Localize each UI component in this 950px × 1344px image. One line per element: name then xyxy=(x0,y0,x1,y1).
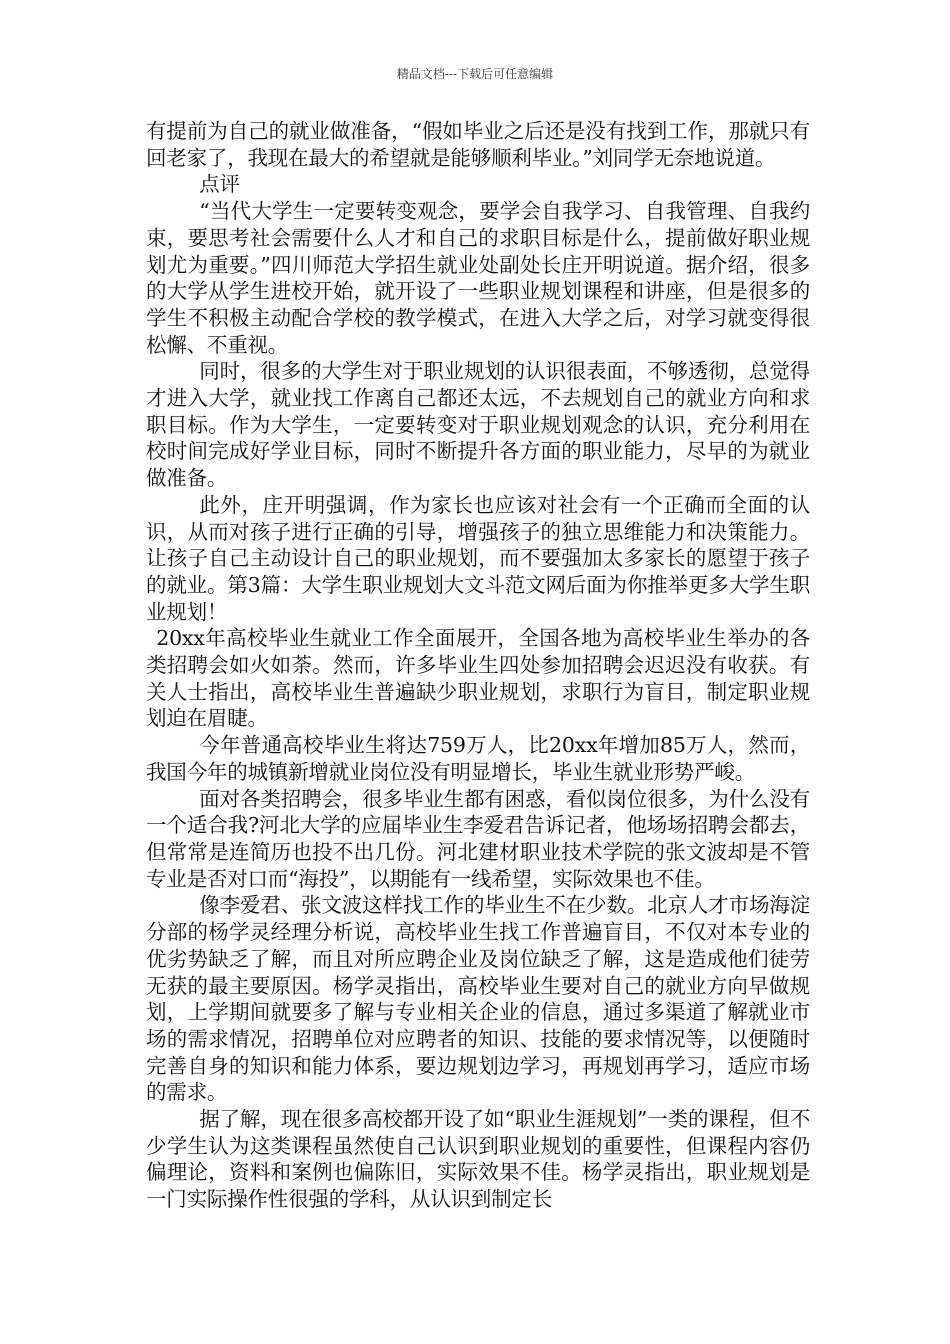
paragraph-courses: 据了解，现在很多高校都开设了如“职业生涯规划”一类的课程，但不少学生认为这类课程虽然使自己认识到职业规划的重要性，但课程内容仍偏理论，资料和案例也偏陈旧，实际效果不佳。杨学灵指出，职业规划是一门实际操作性很强的学科，从认识到制定长 xyxy=(146,1107,810,1212)
paragraph-continuation: 有提前为自己的就业做准备，“假如毕业之后还是没有找到工作，那就只有回老家了，我现在最大的希望就是能够顺利毕业。”刘同学无奈地说道。 xyxy=(146,119,810,170)
paragraph-graduate-employment: 20xx年高校毕业生就业工作全面展开，全国各地为高校毕业生举办的各类招聘会如火如荼。然而，许多毕业生四处参加招聘会迟迟没有收获。有关人士指出，高校毕业生普遍缺少职业规划，求职行为盲目，制定职业规划迫在眉睫。 xyxy=(146,626,810,731)
paragraph-career-awareness: 同时，很多的大学生对于职业规划的认识很表面，不够透彻，总觉得才进入大学，就业找工作离自己都还太远，不去规划自己的就业方向和求职目标。作为大学生，一定要转变对于职业规划观念的认识，充分利用在校时间完成好学业目标，同时不断提升各方面的职业能力，尽早的为就业做准备。 xyxy=(146,359,810,491)
paragraph-expert-analysis: 像李爱君、张文波这样找工作的毕业生不在少数。北京人才市场海淀分部的杨学灵经理分析说，高校毕业生找工作普遍盲目，不仅对本专业的优劣势缺乏了解，而且对所应聘企业及岗位缺乏了解，这是造成他们徒劳无获的最主要原因。杨学灵指出，高校毕业生要对自己的就业方向早做规划，上学期间就要多了解与专业相关企业的信息，通过多渠道了解就业市场的需求情况，招聘单位对应聘者的知识、技能的要求情况等，以便随时完善自身的知识和能力体系，要边规划边学习，再规划再学习，适应市场的需求。 xyxy=(146,893,810,1105)
paragraph-parents-role: 此外，庄开明强调，作为家长也应该对社会有一个正确而全面的认识，从而对孩子进行正确的引导，增强孩子的独立思维能力和决策能力。让孩子自己主动设计自己的职业规划，而不要强加太多家长的愿望于孩子的就业。第3篇：大学生职业规划大文斗范文网后面为你推举更多大学生职业规划！ xyxy=(146,492,810,624)
paragraph-quote-zhuang: “当代大学生一定要转变观念，要学会自我学习、自我管理、自我约束，要思考社会需要什么人才和自己的求职目标是什么，提前做好职业规划尤为重要。”四川师范大学招生就业处副处长庄开明说道。据介绍，很多的大学从学生进校开始，就开设了一些职业规划课程和讲座，但是很多的学生不积极主动配合学校的教学模式，在进入大学之后，对学习就变得很松懈、不重视。 xyxy=(146,199,810,357)
section-heading-review: 点评 xyxy=(199,172,240,197)
paragraph-job-fairs: 面对各类招聘会，很多毕业生都有困惑，看似岗位很多，为什么没有一个适合我?河北大学的应届毕业生李爱君告诉记者，他场场招聘会都去，但常常是连简历也投不出几份。河北建材职业技术学院的张文波却是不管专业是否对口而“海投”，以期能有一线希望，实际效果也不佳。 xyxy=(146,786,810,891)
document-body xyxy=(146,118,810,1213)
paragraph-graduate-numbers: 今年普通高校毕业生将达759万人，比20xx年增加85万人，然而，我国今年的城镇新增就业岗位没有明显增长，毕业生就业形势严峻。 xyxy=(146,733,810,784)
page-header: 精品文档---下载后可任意编辑 xyxy=(396,67,554,81)
